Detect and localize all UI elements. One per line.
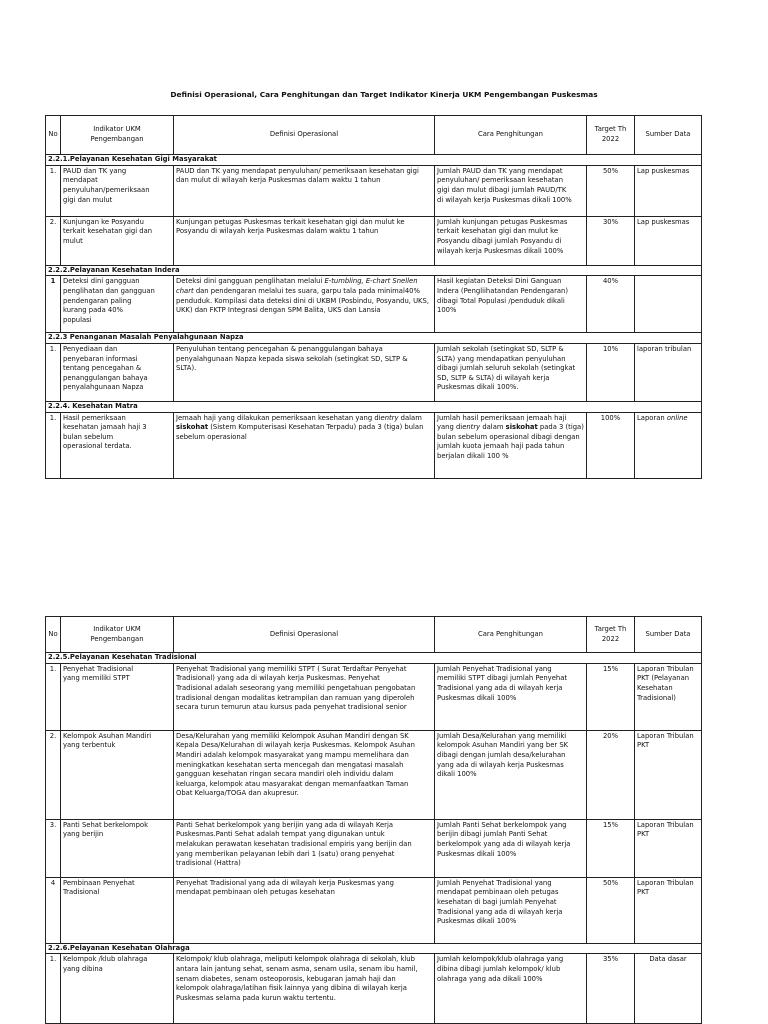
header-target: Target Th 2022	[587, 116, 635, 155]
cara-text: Jumlah hasil pemeriksaan jemaah haji yang di	[437, 413, 567, 432]
row-number: 2.	[46, 216, 61, 265]
cara-italic-text: entry	[462, 423, 481, 432]
header-no: No	[46, 116, 61, 155]
table-row	[46, 954, 702, 1024]
table-row	[46, 730, 702, 819]
cara-cell: Hasil kegiatan Deteksi Dini Ganguan Indera (Pengliihatandan Pendengaran) dibagi Total Populasi /penduduk dikali 100%	[435, 276, 587, 333]
section-title: 2.2.3 Penanganan Masalah Penyalahgunaan Napza	[46, 333, 702, 344]
table-row	[46, 165, 702, 216]
sumber-cell: laporan tribulan	[635, 343, 702, 401]
row-number: 1.	[46, 343, 61, 401]
definisi-cell	[174, 276, 435, 333]
indikator-cell: Kunjungan ke Posyandu terkait kesehatan gigi dan mulut	[61, 216, 174, 265]
target-cell: 15%	[587, 819, 635, 877]
target-cell: 50%	[587, 165, 635, 216]
header-target: Target Th 2022	[587, 617, 635, 653]
header-definisi: Definisi Operasional	[174, 116, 435, 155]
header-cara: Cara Penghitungan	[435, 116, 587, 155]
sumber-cell: Lap puskesmas	[635, 165, 702, 216]
definisi-cell: Penyuluhan tentang pencegahan & penanggulangan bahaya penyalahgunaan Napza kepada siswa sekolah (setingkat SD, SLTP & SLTA).	[174, 343, 435, 401]
definisi-cell: Kelompok/ klub olahraga, meliputi kelompok olahraga di sekolah, klub antara lain jantung sehat, senam asma, senam usila, senam ibu hamil, senam diabetes, senam osteoporosis, kebugaran jamah haji dan kelompok olahraga/latihan fisik lainnya yang dibina di wilayah kerja Puskesmas selama pada kurun waktu tertentu.	[174, 954, 435, 1024]
target-cell: 20%	[587, 730, 635, 819]
section-row	[46, 401, 702, 412]
page-title: Definisi Operasional, Cara Penghitungan dan Target Indikator Kinerja UKM Pengembangan Puskesmas	[170, 90, 598, 99]
cara-cell	[435, 412, 587, 478]
header-cara: Cara Penghitungan	[435, 617, 587, 653]
section-row	[46, 653, 702, 664]
indikator-cell: Kelompok Asuhan Mandiri yang terbentuk	[61, 730, 174, 819]
section-row	[46, 265, 702, 276]
table-row	[46, 216, 702, 265]
section-title: 2.2.2.Pelayanan Kesehatan Indera	[46, 265, 702, 276]
indikator-cell: Deteksi dini gangguan penglihatan dan gangguan pendengaran paling kurang pada 40% populasi	[61, 276, 174, 333]
definisi-cell: Panti Sehat berkelompok yang berijin yang ada di wilayah Kerja Puskesmas.Panti Sehat adalah tempat yang digunakan untuk melakukan perawatan kesehatan tradisional empiris yang berijin dan yang memberikan pelayanan lebih dari 1 (satu) orang penyehat tradisional (Hattra)	[174, 819, 435, 877]
sumber-italic-text: online	[666, 413, 688, 422]
row-number: 1	[46, 276, 61, 333]
table-row	[46, 877, 702, 943]
row-number: 4	[46, 877, 61, 943]
section-title: 2.2.6.Pelayanan Kesehatan Olahraga	[46, 943, 702, 954]
sumber-cell: Laporan Tribulan PKT	[635, 877, 702, 943]
row-number: 1.	[46, 165, 61, 216]
cara-bold-text: siskohat	[505, 423, 538, 432]
target-cell: 50%	[587, 877, 635, 943]
sumber-cell: Data dasar	[635, 954, 702, 1024]
definisi-cell: Kunjungan petugas Puskesmas terkait kesehatan gigi dan mulut ke Posyandu di wilayah kerja Puskesmas dalam waktu 1 tahun	[174, 216, 435, 265]
header-indikator: Indikator UKM Pengembangan	[61, 116, 174, 155]
table-row	[46, 412, 702, 478]
row-number: 1.	[46, 412, 61, 478]
target-cell: 35%	[587, 954, 635, 1024]
header-no: No	[46, 617, 61, 653]
cara-cell: Jumlah kelompok/klub olahraga yang dibina dibagi jumlah kelompok/ klub olahraga yang ada dikali 100%	[435, 954, 587, 1024]
definisi-text: dalam	[398, 413, 422, 422]
definisi-text: Deteksi dini gangguan penglihatan melalui	[176, 277, 325, 286]
sumber-cell: Lap puskesmas	[635, 216, 702, 265]
definisi-italic-text: entry	[380, 413, 399, 422]
section-row	[46, 943, 702, 954]
definisi-cell	[174, 412, 435, 478]
definisi-text: dan pendengaran melalui tes suara, garpu tala pada minimal40% penduduk. Kompilasi data deteksi dini di UKBM (Posbindu, Posyandu, UKS, UKK) dan FKTP Integrasi dengan SPM Balita, UKS dan Lansia	[176, 286, 429, 315]
definisi-text: (Sistem Komputerisasi Kesehatan Terpadu) pada 3 (tiga) bulan sebelum operasional	[176, 423, 424, 441]
indicator-table-1	[45, 115, 702, 479]
definisi-bold-text: siskohat	[176, 423, 209, 432]
table-header-row	[46, 116, 702, 155]
row-number: 1.	[46, 954, 61, 1024]
table-header-row	[46, 617, 702, 653]
cara-text: pada 3 (tiga) bulan sebelum operasional dibagi dengan jumlah kuota jemaah haji pada tahun berjalan dikali 100 %	[437, 423, 584, 461]
sumber-text: Laporan	[637, 413, 667, 422]
target-cell: 10%	[587, 343, 635, 401]
table-row	[46, 276, 702, 333]
target-cell: 15%	[587, 663, 635, 730]
target-cell: 30%	[587, 216, 635, 265]
cara-text: dalam	[480, 423, 506, 432]
indikator-cell: Pembinaan Penyehat Tradisional	[61, 877, 174, 943]
header-sumber: Sumber Data	[635, 116, 702, 155]
indicator-table-2	[45, 616, 702, 1024]
section-title: 2.2.1.Pelayanan Kesehatan Gigi Masyarakat	[46, 155, 702, 166]
indikator-cell: Kelompok /klub olahraga yang dibina	[61, 954, 174, 1024]
header-definisi: Definisi Operasional	[174, 617, 435, 653]
header-indikator: Indikator UKM Pengembangan	[61, 617, 174, 653]
sumber-cell	[635, 412, 702, 478]
table-row	[46, 663, 702, 730]
indikator-cell: PAUD dan TK yang mendapat penyuluhan/pemeriksaan gigi dan mulut	[61, 165, 174, 216]
indikator-cell: Penyehat Tradisional yang memiliki STPT	[61, 663, 174, 730]
definisi-cell: PAUD dan TK yang mendapat penyuluhan/ pemeriksaan kesehatan gigi dan mulut di wilayah kerja Puskesmas dalam waktu 1 tahun	[174, 165, 435, 216]
sumber-cell: Laporan Tribulan PKT	[635, 819, 702, 877]
sumber-cell	[635, 276, 702, 333]
indikator-cell: Penyediaan dan penyebaran informasi tentang pencegahan & penanggulangan bahaya penyalahgunaan Napza	[61, 343, 174, 401]
row-number: 3.	[46, 819, 61, 877]
sumber-cell: Laporan Tribulan PKT	[635, 730, 702, 819]
table-row	[46, 343, 702, 401]
section-row	[46, 155, 702, 166]
section-title: 2.2.4. Kesehatan Matra	[46, 401, 702, 412]
target-cell: 100%	[587, 412, 635, 478]
sumber-cell: Laporan Tribulan PKT (Pelayanan Kesehatan Tradisional)	[635, 663, 702, 730]
section-row	[46, 333, 702, 344]
row-number: 1.	[46, 663, 61, 730]
header-sumber: Sumber Data	[635, 617, 702, 653]
cara-cell: Jumlah Panti Sehat berkelompok yang berijin dibagi jumlah Panti Sehat berkelompok yang ada di wilayah kerja Puskesmas dikali 100%	[435, 819, 587, 877]
target-cell: 40%	[587, 276, 635, 333]
indikator-cell: Hasil pemeriksaan kesehatan jamaah haji 3 bulan sebelum operasional terdata.	[61, 412, 174, 478]
definisi-italic-text: E-tumbling, E-chart Snellen chart	[176, 277, 418, 295]
definisi-cell: Penyehat Tradisional yang memiliki STPT ( Surat Terdaftar Penyehat Tradisional) yang ada di wilayah kerja Puskesmas. Penyehat Tradisional adalah seseorang yang memiliki pengetahuan pengobatan tradisional dengan modalitas ketrampilan dan ramuan yang diperoleh secara turun temurun atau kursus pada penyehat tradisional senior	[174, 663, 435, 730]
definisi-text: Jemaah haji yang dilakukan pemeriksaan kesehatan yang di	[176, 413, 381, 422]
cara-cell: Jumlah kunjungan petugas Puskesmas terkait kesehatan gigi dan mulut ke Posyandu dibagi jumlah Posyandu di wilayah kerja Puskesmas dikali 100%	[435, 216, 587, 265]
definisi-cell: Desa/Kelurahan yang memiliki Kelompok Asuhan Mandiri dengan SK Kepala Desa/Kelurahan di wilayah kerja Puskesmas. Kelompok Asuhan Mandiri adalah kelompok masyarakat yang mampu memelihara dan meningkatkan kesehatan serta mencegah dan mengatasi masalah gangguan kesehatan ringan secara mandiri oleh individu dalam keluarga, kelompok atau masyarakat dengan memanfaatkan Taman Obat Keluarga/TOGA dan akupresur.	[174, 730, 435, 819]
cara-cell: Jumlah PAUD dan TK yang mendapat penyuluhan/ pemeriksaan kesehatan gigi dan mulut dibagi jumlah PAUD/TK di wilayah kerja Puskesmas dikali 100%	[435, 165, 587, 216]
cara-cell: Jumlah Desa/Kelurahan yang memiliki kelompok Asuhan Mandiri yang ber SK dibagi dengan jumlah desa/kelurahan yang ada di wilayah kerja Puskesmas dikali 100%	[435, 730, 587, 819]
definisi-cell: Penyehat Tradisional yang ada di wilayah kerja Puskesmas yang mendapat pembinaan oleh petugas kesehatan	[174, 877, 435, 943]
cara-cell: Jumlah Penyehat Tradisional yang memiliki STPT dibagi jumlah Penyehat Tradisional yang ada di wilayah kerja Puskesmas dikali 100%	[435, 663, 587, 730]
cara-cell: Jumlah sekolah (setingkat SD, SLTP & SLTA) yang mendapatkan penyuluhan dibagi jumlah seluruh sekolah (setingkat SD, SLTP & SLTA) di wilayah kerja Puskesmas dikali 100%.	[435, 343, 587, 401]
section-title: 2.2.5.Pelayanan Kesehatan Tradisional	[46, 653, 702, 664]
indikator-cell: Panti Sehat berkelompok yang berijin	[61, 819, 174, 877]
row-number: 2.	[46, 730, 61, 819]
cara-cell: Jumlah Penyehat Tradisional yang mendapat pembinaan oleh petugas kesehatan di bagi jumlah Penyehat Tradisional yang ada di wilayah kerja Puskesmas dikali 100%	[435, 877, 587, 943]
table-row	[46, 819, 702, 877]
